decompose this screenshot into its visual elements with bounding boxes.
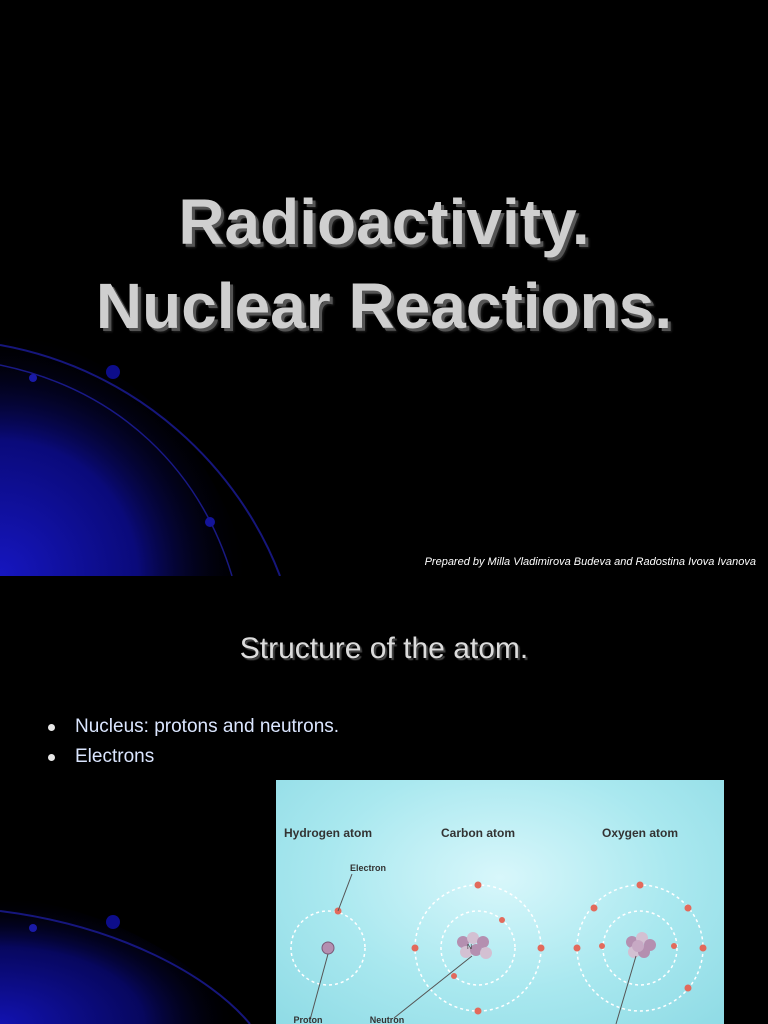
hydrogen-atom-icon — [291, 908, 365, 986]
title-line-2: Nuclear Reactions. — [95, 270, 673, 342]
bullet-icon — [48, 754, 55, 761]
carbon-atom-label: Carbon atom — [440, 826, 516, 840]
bullet-list — [48, 712, 339, 772]
proton-callout: Proton — [293, 1015, 323, 1024]
hydrogen-atom-label: Hydrogen atom — [283, 826, 373, 840]
bullet-icon — [48, 724, 55, 731]
carbon-atom-icon — [412, 882, 545, 1015]
bullet-item — [48, 742, 339, 772]
electron-callout: Electron — [349, 863, 387, 873]
title-line-1: Radioactivity. — [178, 186, 590, 258]
neutron-letter: N — [467, 944, 473, 951]
slide-title — [0, 180, 768, 348]
bullet-text: Nucleus: protons and neutrons. — [75, 716, 340, 737]
bullet-text: Electrons — [75, 746, 155, 767]
author-credit: Prepared by Milla Vladimirova Budeva and Radostina Ivova Ivanova — [424, 556, 756, 568]
oxygen-atom-label: Oxygen atom — [601, 826, 679, 840]
oxygen-atom-icon — [574, 882, 707, 1012]
atom-diagram — [276, 780, 724, 1024]
neutron-callout: Neutron — [369, 1015, 405, 1024]
content-slide — [0, 576, 768, 1024]
bullet-item — [48, 712, 339, 742]
slide-heading: Structure of the atom. — [239, 632, 529, 665]
